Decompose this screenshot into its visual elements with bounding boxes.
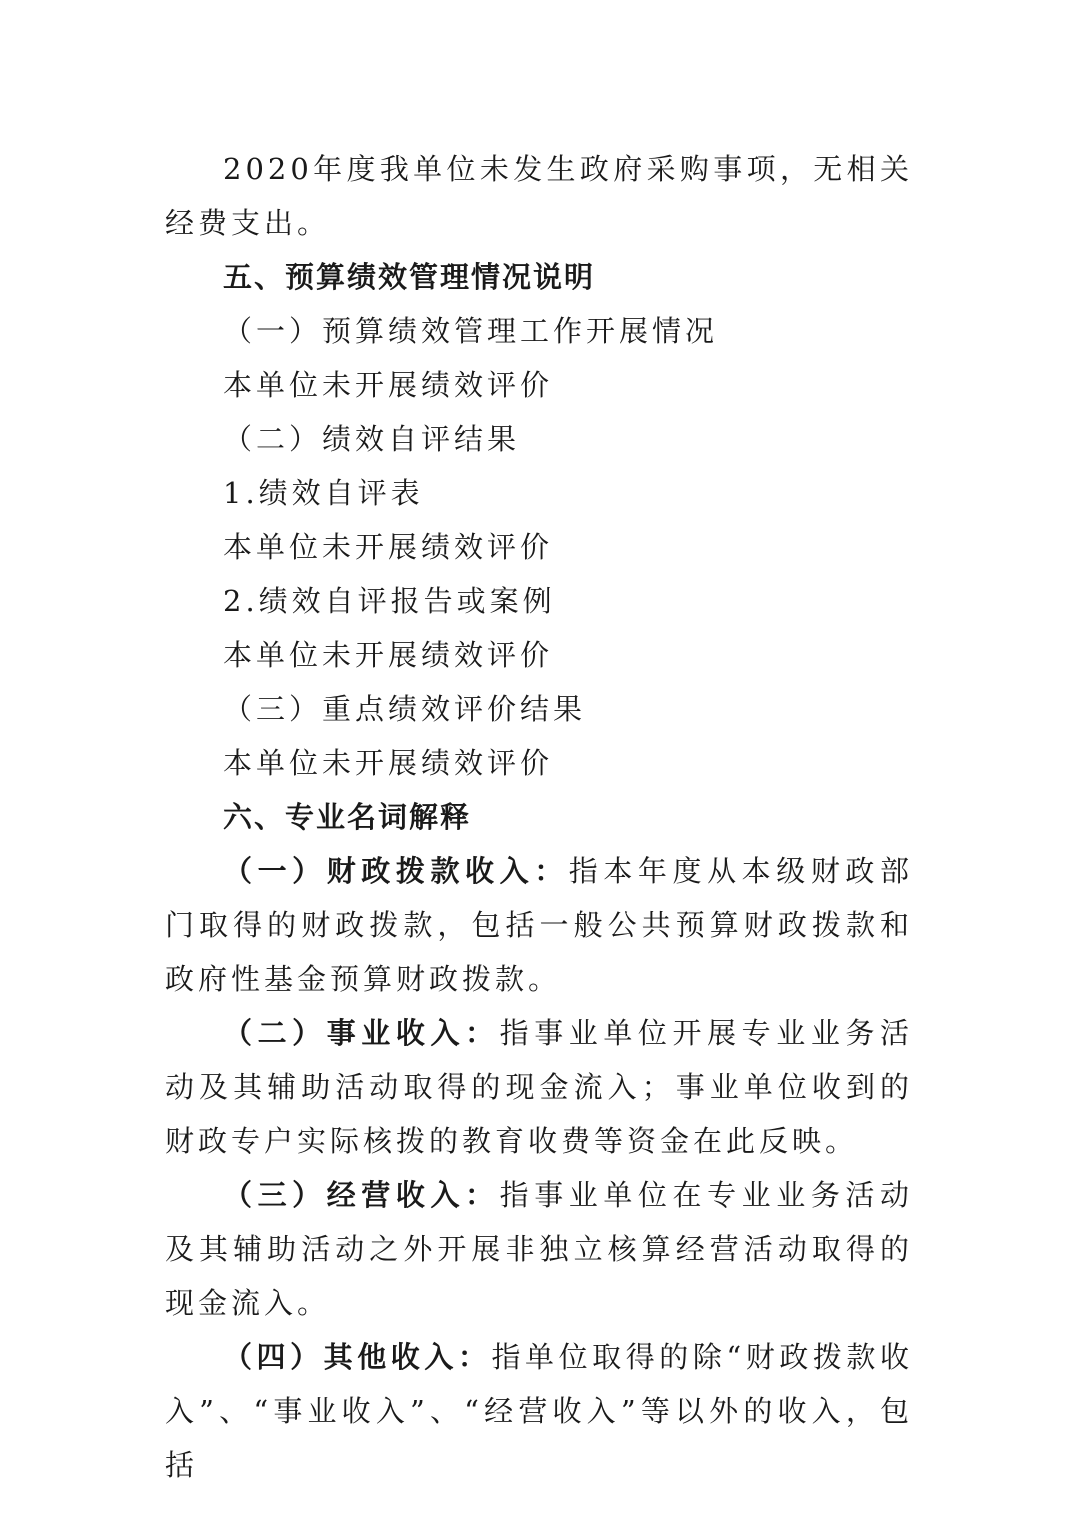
glossary-item-operating-income	[165, 1168, 913, 1330]
glossary-definition: 指本年度从本级财政部门取得的财政拨款，包括一般公共预算财政拨款和政府性基金预算财政拨款。	[165, 854, 913, 996]
document-body	[165, 142, 913, 1492]
item-self-eval-table: 1.绩效自评表	[223, 476, 424, 510]
glossary-item-business-income	[165, 1006, 913, 1168]
no-evaluation-text: 本单位未开展绩效评价	[223, 368, 554, 402]
item-self-eval-report: 2.绩效自评报告或案例	[223, 584, 556, 618]
no-evaluation-text: 本单位未开展绩效评价	[223, 530, 554, 564]
section-heading-glossary: 六、专业名词解释	[223, 800, 472, 834]
glossary-term: （二）事业收入：	[223, 1016, 500, 1050]
section-heading-performance: 五、预算绩效管理情况说明	[223, 260, 596, 294]
glossary-item-fiscal-appropriation	[165, 844, 913, 1006]
glossary-term: （四）其他收入：	[223, 1340, 492, 1374]
subsection-heading-3: （三）重点绩效评价结果	[223, 692, 587, 726]
subsection-heading-1: （一）预算绩效管理工作开展情况	[223, 314, 719, 348]
glossary-definition: 指事业单位开展专业业务活动及其辅助活动取得的现金流入；事业单位收到的财政专户实际核拨的教育收费等资金在此反映。	[165, 1016, 913, 1158]
glossary-term: （一）财政拨款收入：	[223, 854, 569, 888]
subsection-heading-2: （二）绩效自评结果	[223, 422, 521, 456]
glossary-term: （三）经营收入：	[223, 1178, 500, 1212]
glossary-definition: 指事业单位在专业业务活动及其辅助活动之外开展非独立核算经营活动取得的现金流入。	[165, 1178, 913, 1320]
no-evaluation-text: 本单位未开展绩效评价	[223, 746, 554, 780]
glossary-definition: 指单位取得的除“财政拨款收入”、“事业收入”、“经营收入”等以外的收入，包括	[165, 1340, 913, 1482]
procurement-paragraph: 2020年度我单位未发生政府采购事项，无相关经费支出。	[165, 152, 913, 240]
glossary-item-other-income	[165, 1330, 913, 1492]
no-evaluation-text: 本单位未开展绩效评价	[223, 638, 554, 672]
